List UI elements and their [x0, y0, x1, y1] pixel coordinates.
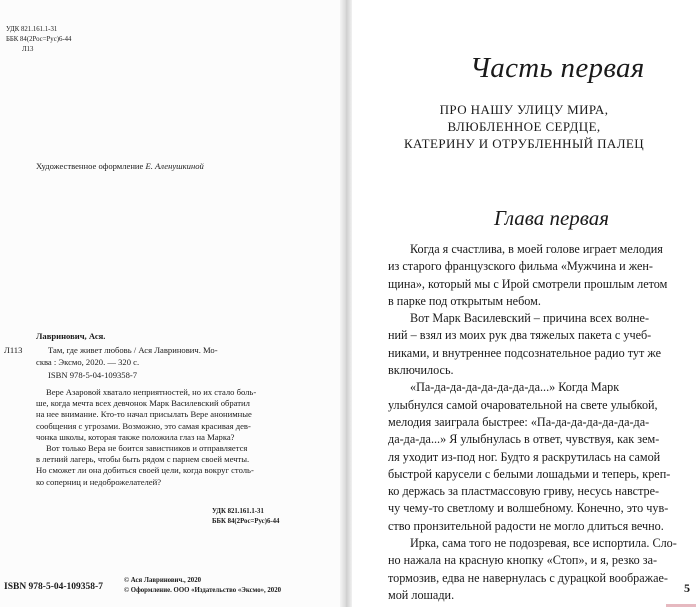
bbk-code: ББК 84(2Рос=Рус)6-44: [6, 36, 72, 43]
design-credit: [36, 161, 204, 172]
book-gutter: [340, 0, 352, 607]
biblio-line-1: Там, где живет любовь / Ася Лавринович. Мо-: [48, 345, 218, 355]
annotation-paragraph-2: [36, 443, 288, 488]
annotation-line: ко соперниц и недоброжелателей?: [36, 476, 162, 487]
udk-bottom: УДК 821.161.1-31: [212, 508, 264, 515]
isbn-bold: ISBN 978-5-04-109358-7: [4, 582, 103, 592]
body-line: в парке под открытым небом.: [388, 293, 541, 308]
body-line: Когда я счастлива, в моей голове играет мелодия: [410, 242, 663, 256]
annotation-line: Вот только Вера не боится завистников и отправляется: [46, 443, 248, 454]
body-line: ний – взял из моих рук два тяжелых пакета с учеб-: [388, 328, 652, 343]
annotation-line: Но сможет ли она добиться своей цели, когда вокруг столь-: [36, 465, 254, 476]
copyright-author: © Ася Лавринович., 2020: [124, 577, 201, 584]
udk-code: УДК 821.161.1-31: [6, 26, 58, 33]
body-line: «Па-да-да-да-да-да-да-да...» Когда Марк: [410, 380, 620, 395]
chapter-title: Глава первая: [494, 206, 610, 230]
part-subtitle-line: КАТЕРИНУ И ОТРУБЛЕННЫЙ ПАЛЕЦ: [403, 136, 645, 151]
body-line: включилось.: [388, 363, 454, 378]
copyright-publisher: © Оформление. ООО «Издательство «Эксмо», 2020: [124, 587, 282, 594]
body-line: никами, и внутреннее подсознательное радио тут же: [388, 345, 662, 360]
annotation: [36, 387, 288, 488]
page-number: 5: [684, 581, 690, 595]
part-title: Часть первая: [470, 52, 645, 84]
author-heading: Лавринович, Ася.: [36, 331, 106, 341]
right-page: [352, 0, 696, 607]
body-line: ля уходит из-под ног. Будто я раскрутилась на самой: [388, 449, 661, 464]
author-code: Л13: [22, 46, 34, 53]
part-subtitle-line: ПРО НАШУ УЛИЦУ МИРА,: [439, 102, 609, 117]
body-line: ство пронзительной радости не могло длиться вечно.: [388, 518, 664, 533]
part-subtitle: [352, 101, 696, 152]
annotation-line: чонка школы, которая также положила глаз на Марка?: [36, 431, 235, 442]
annotation-line: в летний лагерь, чтобы быть рядом с парнем своей мечты.: [36, 454, 250, 465]
body-line: чу чему-то светлому и волшебному. Конечно, это чув-: [388, 501, 669, 516]
annotation-line: на нее внимание. Кто-то начал присылать Вере анонимные: [36, 409, 252, 420]
body-line: тормозив, едва не навернулась с дурацкой воображае-: [388, 570, 668, 585]
body-line: мой лошади.: [388, 587, 455, 602]
body-line: но нажала на красную кнопку «Стоп», и я, резко за-: [388, 553, 658, 568]
annotation-line: сообщения с угрозами. Возможно, это самая красивая дев-: [36, 420, 251, 431]
bbk-bottom: ББК 84(2Рос=Рус)6-44: [212, 518, 280, 525]
isbn-small: ISBN 978-5-04-109358-7: [48, 370, 138, 380]
left-page: [0, 0, 344, 607]
body-line: ко держась за пластмассовую гриву, несусь навстре-: [388, 484, 660, 499]
body-line: да-да-да...» Я улыбнулась в ответ, чувствуя, как зем-: [388, 432, 660, 447]
design-credit-prefix: Художественное оформление: [36, 161, 144, 171]
part-subtitle-line: ВЛЮБЛЕННОЕ СЕРДЦЕ,: [447, 119, 601, 134]
body-line: улыбнулся самой очаровательной на свете улыбкой,: [388, 397, 658, 412]
annotation-line: Вере Азаровой хватало неприятностей, но их стало боль-: [46, 387, 257, 397]
body-line: из старого французского фильма «Мужчина и жен-: [388, 259, 653, 274]
design-credit-name: Е. Аленушкиной: [145, 161, 204, 171]
body-line: щина», который мы с Ирой смотрели прошлым летом: [388, 276, 668, 291]
body-line: Вот Марк Василевский – причина всех волне-: [410, 311, 650, 326]
body-line: Ирка, сама того не подозревая, все испортила. Сло-: [410, 536, 677, 551]
annotation-line: ше, когда мечта всех девчонок Марк Василевский обратил: [36, 398, 250, 409]
biblio-line-2: сква : Эксмо, 2020. — 320 с.: [36, 357, 140, 367]
body-line: мелодия заиграла быстрее: «Па-да-да-да-да-да-да-: [388, 414, 650, 429]
body-line: быстрой карусели с белыми лошадьми и теперь, креп-: [388, 466, 671, 481]
shelf-code: Л113: [4, 345, 23, 355]
chapter-body: [388, 241, 677, 604]
annotation-paragraph-1: [36, 387, 288, 443]
